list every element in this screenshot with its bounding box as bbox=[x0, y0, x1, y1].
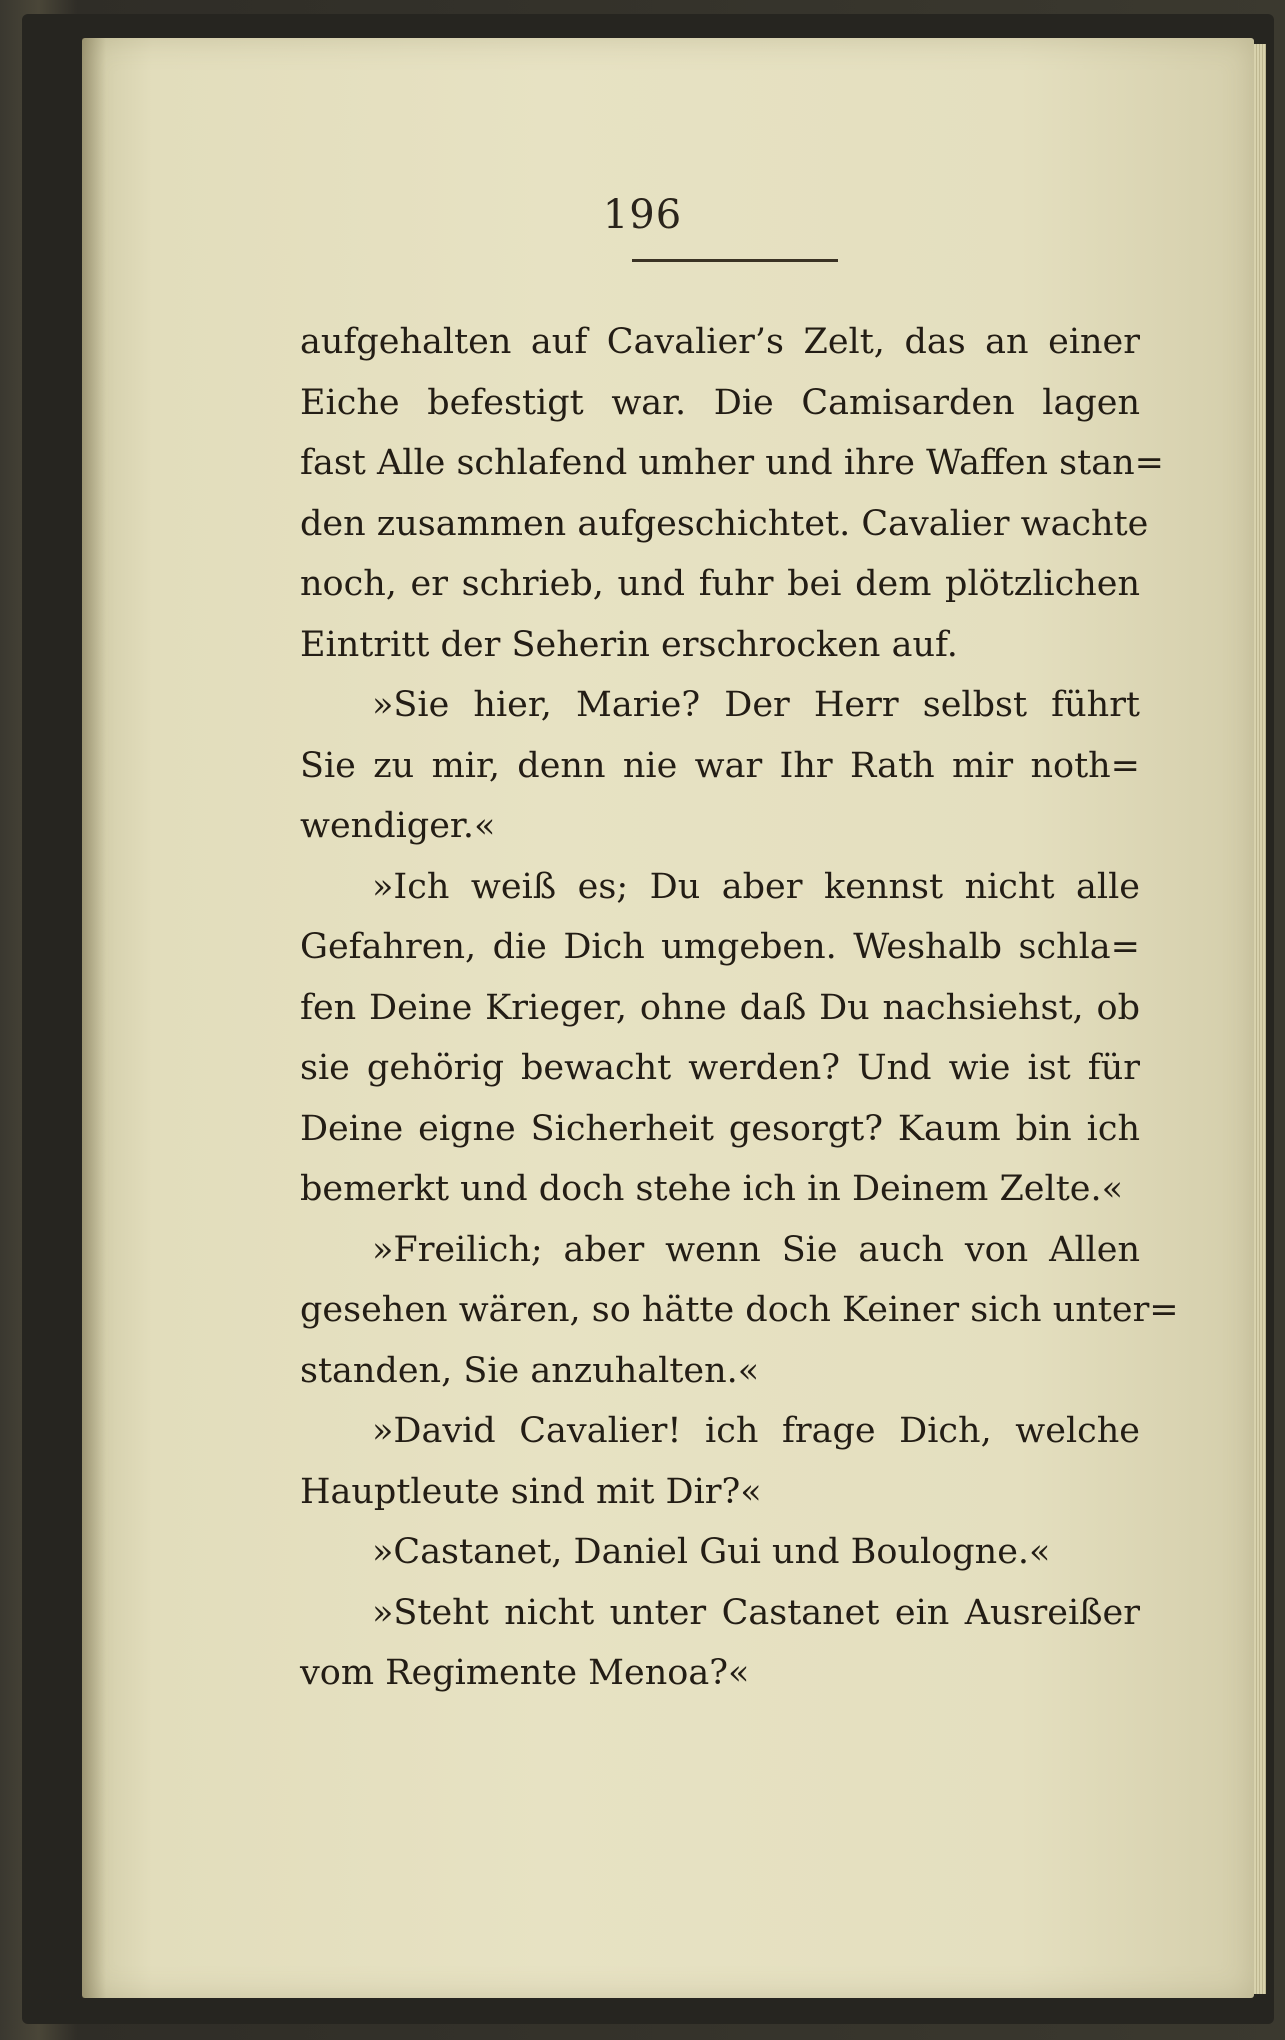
text-line: wendiger.« bbox=[300, 806, 496, 846]
text-line: sie gehörig bewacht werden? Und wie ist für bbox=[300, 1048, 1140, 1088]
text-line: »Ich weiß es; Du aber kennst nicht alle bbox=[372, 866, 1140, 907]
page-number: 196 bbox=[602, 192, 683, 238]
spine-shadow bbox=[82, 38, 106, 1998]
text-line: Eiche befestigt war. Die Camisarden lagen bbox=[300, 382, 1140, 423]
text-line: vom Regimente Menoa?« bbox=[300, 1653, 750, 1693]
text-line: aufgehalten auf Cavalier’s Zelt, das an einer bbox=[300, 322, 1140, 362]
text-line: Gefahren, die Dich umgeben. Weshalb schla= bbox=[300, 927, 1140, 967]
text-line: Eintritt der Seherin erschrocken auf. bbox=[300, 624, 958, 665]
page-edges bbox=[1254, 44, 1266, 1994]
text-line: »Castanet, Daniel Gui und Boulogne.« bbox=[372, 1532, 1051, 1572]
text-line: gesehen wären, so hätte doch Keiner sich unter= bbox=[300, 1290, 1179, 1330]
text-line: bemerkt und doch stehe ich in Deinem Zelte.« bbox=[300, 1169, 1124, 1209]
text-line: »David Cavalier! ich frage Dich, welche bbox=[372, 1411, 1140, 1451]
text-line: »Sie hier, Marie? Der Herr selbst führt bbox=[372, 685, 1140, 725]
text-line: fast Alle schlafend umher und ihre Waffen stan= bbox=[300, 443, 1164, 483]
text-line: noch, er schrieb, und fuhr bei dem plötzlichen bbox=[300, 564, 1140, 604]
text-line: »Steht nicht unter Castanet ein Ausreißer bbox=[372, 1592, 1140, 1633]
header-rule bbox=[632, 259, 838, 262]
text-line: Hauptleute sind mit Dir?« bbox=[300, 1471, 762, 1512]
body-text bbox=[300, 312, 1179, 1704]
text-line: fen Deine Krieger, ohne daß Du nachsiehst, ob bbox=[300, 987, 1140, 1028]
text-line: »Freilich; aber wenn Sie auch von Allen bbox=[372, 1229, 1140, 1270]
text-line: den zusammen aufgeschichtet. Cavalier wachte bbox=[300, 503, 1149, 544]
text-line: Deine eigne Sicherheit gesorgt? Kaum bin ich bbox=[300, 1108, 1140, 1149]
text-line: Sie zu mir, denn nie war Ihr Rath mir noth= bbox=[300, 745, 1140, 786]
text-line: standen, Sie anzuhalten.« bbox=[300, 1350, 760, 1391]
